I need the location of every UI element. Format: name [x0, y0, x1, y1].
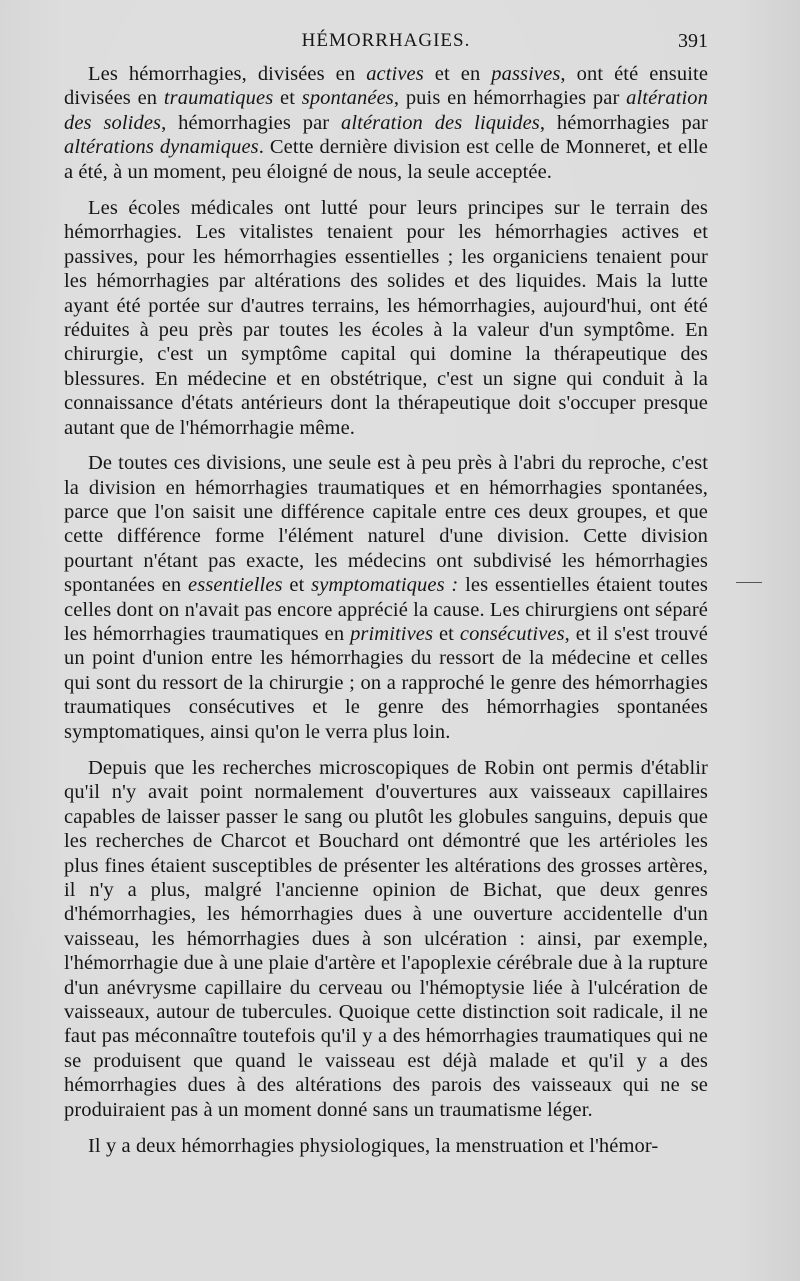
running-head: HÉMORRHAGIES.: [301, 30, 471, 51]
italic-text: altération des solides: [64, 87, 708, 134]
text-run: et en: [423, 63, 492, 85]
italic-text: consécutives: [459, 622, 565, 645]
text-run: , et il s'est trouvé un point d'union entre les hémorrhagies du ressort de la médecine et celles qui sont du ressort de la chirurgie ; on a rapproché le genre des hémorrhagies traumatiques consécutives et le genre des hémorrhagies spontanées symptomatiques, ainsi qu'on le verra plus loin.: [64, 622, 708, 743]
text-run: et: [433, 622, 460, 645]
italic-text: symptomatiques :: [311, 574, 459, 597]
text-run: Les écoles médicales ont lutté pour leurs principes sur le terrain des hémorrhagies. Les vitalistes tenaient pour les hémorrhagies actives et passives, pour les hémorrhagies essentielles ; les organiciens tenaient pour les hémorrhagies par altérations des solides et des liquides. Mais la lutte ayant été portée sur d'autres terrains, les hémorrhagies, aujourd'hui, ont été réduites à peu près par toutes les écoles à la valeur d'un symptôme. En chirurgie, c'est un symptôme capital qui domine la thérapeutique des blessures. En médecine et en obstétrique, c'est un signe qui conduit à la connaissance d'états antérieurs dont la thérapeutique doit s'occuper presque autant que de l'hémorrhagie même.: [64, 197, 708, 439]
italic-text: primitives: [350, 622, 434, 645]
text-run: , hémorrhagies par: [539, 111, 708, 134]
italic-text: actives: [366, 63, 424, 85]
text-run: , hémorrhagies par: [161, 111, 342, 134]
text-run: De toutes ces divisions, une seule est à peu près à l'abri du reproche, c'est la division en hémorrhagies traumatiques et en hémorrhagies spontanées, parce que l'on saisit une différence capitale entre ces deux groupes, et que cette différence forme l'élément naturel d'une division. Cette division pourtant n'étant pas exacte, les médecins ont subdivisé les hémorrhagies spontanées en: [64, 452, 708, 597]
text-run: Il y a deux hémorrhagies physiologiques, la menstruation et l'hémor-: [88, 1135, 659, 1158]
italic-text: essentielles: [188, 574, 283, 597]
italic-text: passives: [491, 63, 561, 85]
text-run: Depuis que les recherches microscopiques de Robin ont permis d'établir qu'il n'y avait point normalement d'ouvertures aux vaisseaux capillaires capables de laisser passer le sang ou plutôt les globules sanguins, depuis que les recherches de Charcot et Bouchard ont démontré que les artérioles les plus fines étaient susceptibles de présenter les altérations des grosses artères, il n'y a plus, malgré l'ancienne opinion de Bichat, que deux genres d'hémorrhagies, les hémorrhagies dues à une ouverture accidentelle d'un vaisseau, les hémorrhagies dues à son ulcération : ainsi, par exemple, l'hémorrhagie due à une plaie d'artère et l'apoplexie cérébrale due à la rupture d'un anévrysme capillaire du cerveau ou l'hémoptysie liée à l'ulcération de vaisseaux, autour de tubercules. Quoique cette distinction soit radicale, il ne faut pas méconnaître toutefois qu'il y a des hémorrhagies traumatiques qui ne se produisent que quand le vaisseau est déjà malade et qu'il y a des hémorrhagies dues à des altérations des parois des vaisseaux qui ne se produiraient pas à un moment donné sans un traumatisme léger.: [64, 756, 708, 1121]
body-text: [64, 62, 708, 1158]
paragraph: [64, 451, 708, 744]
text-run: et: [273, 87, 302, 110]
text-run: , puis en hémorrhagies par: [393, 87, 627, 110]
italic-text: altérations dynamiques: [64, 136, 259, 159]
paragraph: [64, 196, 708, 440]
italic-text: traumatiques: [163, 87, 274, 110]
paragraph: [64, 1134, 708, 1158]
italic-text: spontanées: [301, 87, 394, 110]
paragraph: [64, 756, 708, 1122]
text-run: . Cette dernière division est celle de Monneret, et elle a été, à un moment, peu éloigné de nous, la seule acceptée.: [64, 136, 708, 183]
paragraph: [64, 62, 708, 184]
page-header: [64, 28, 708, 58]
text-run: et: [282, 574, 312, 597]
text-run: Les hémorrhagies, divisées en: [88, 63, 367, 85]
text-run: les essentielles étaient toutes celles dont on n'avait pas encore apprécié la cause. Les chirurgiens ont séparé les hémorrhagies traumatiques en: [64, 574, 708, 645]
italic-text: altération des liquides: [341, 111, 540, 134]
margin-mark: [736, 582, 762, 583]
page-number: 391: [678, 30, 708, 52]
text-run: , ont été ensuite divisées en: [64, 63, 709, 110]
